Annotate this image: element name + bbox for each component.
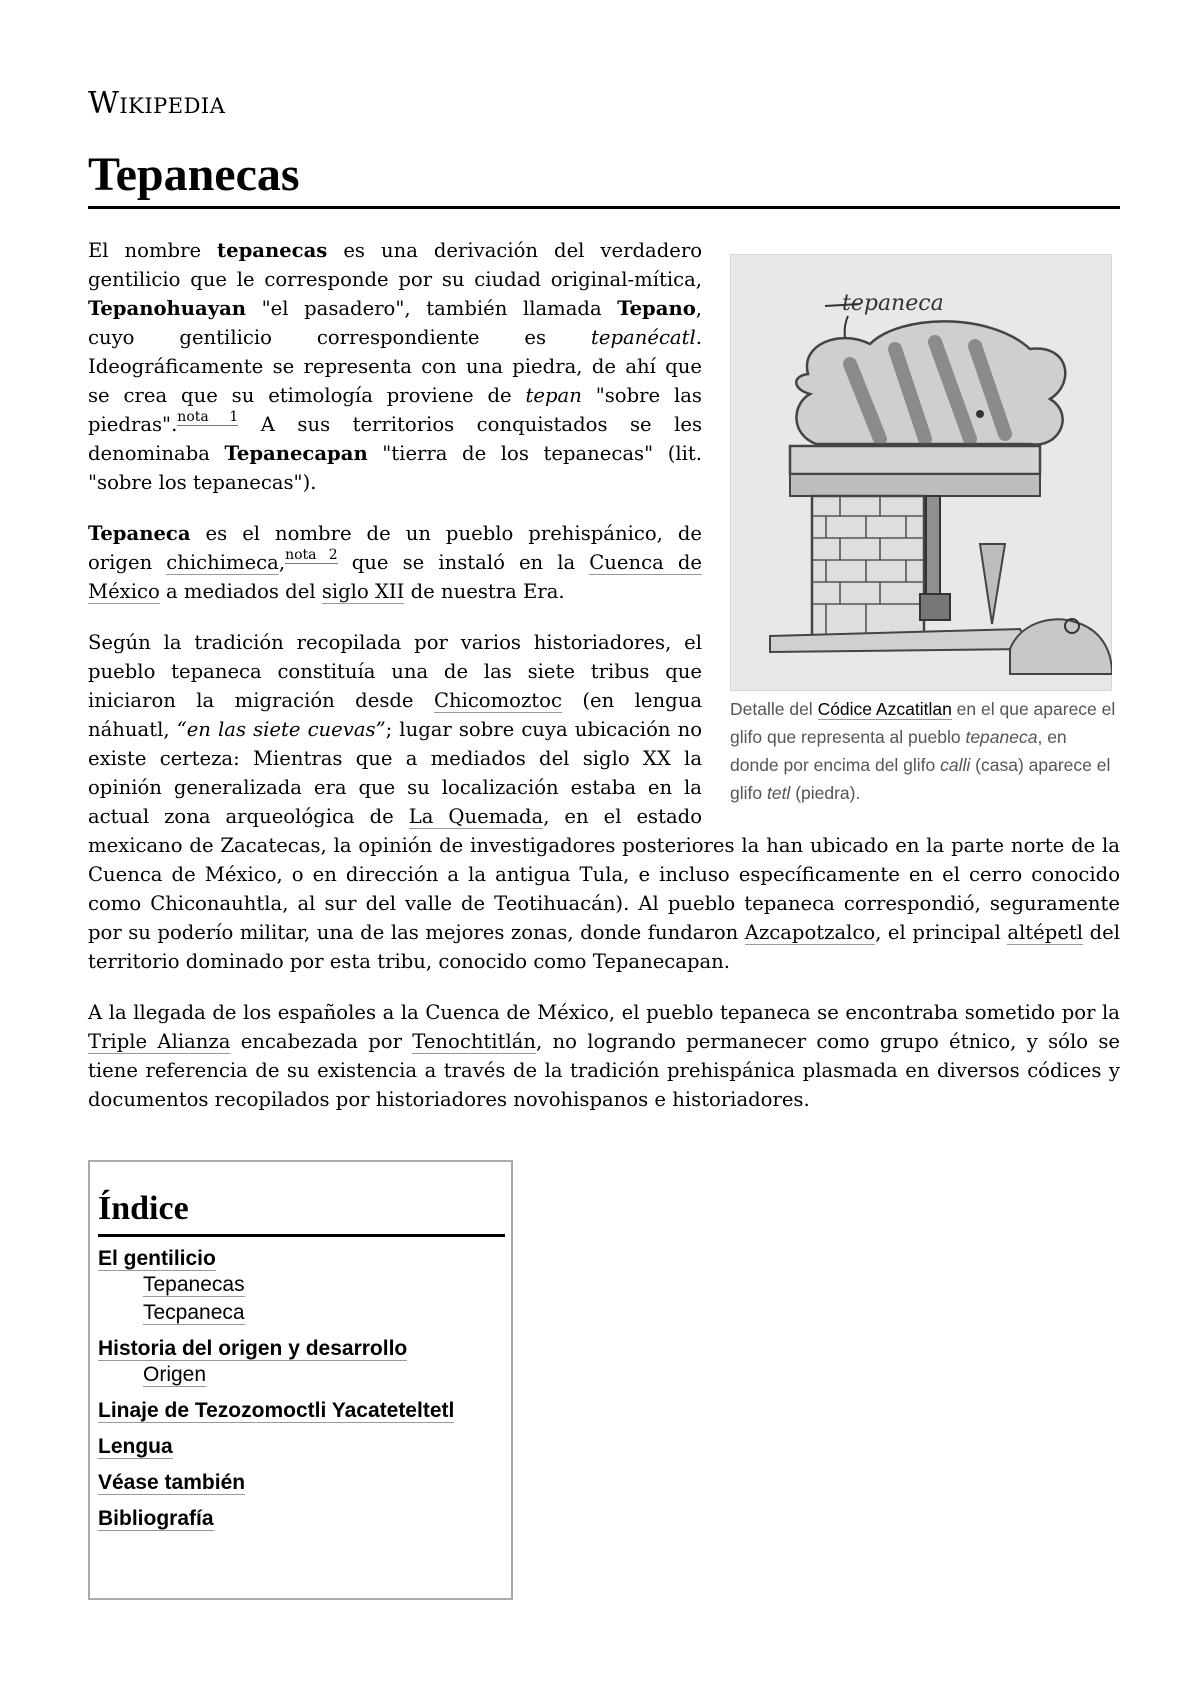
- caption-text: Detalle del: [730, 699, 818, 719]
- wikipedia-logo[interactable]: Wikipedia: [88, 86, 226, 121]
- link-chichimeca[interactable]: chichimeca: [166, 551, 279, 574]
- text: "el pasadero", también llamada: [246, 297, 618, 320]
- text: , cuyo gentilicio correspondiente es: [88, 297, 702, 349]
- table-of-contents: [88, 1160, 513, 1600]
- toc-title: Índice: [98, 1190, 505, 1237]
- text: ; lugar sobre cuya ubicación no existe certeza: Mientras que a mediados del siglo XX la opinión generalizada era que su localización estaba en la actual zona arqueológica de: [88, 718, 702, 828]
- bold-term: tepanecas: [217, 239, 328, 262]
- toc-link[interactable]: Tecpaneca: [143, 1301, 245, 1324]
- caption-text: (piedra).: [790, 783, 861, 803]
- text: El nombre: [88, 239, 218, 262]
- link-codice-azcatitlan[interactable]: Códice Azcatitlan: [817, 699, 952, 719]
- text: encabezada por: [230, 1030, 413, 1053]
- caption-text: en el que aparece el glifo que representa al pueblo: [730, 699, 1116, 747]
- toc-item-lengua: [98, 1435, 505, 1459]
- bold-term: Tepanohuayan: [88, 297, 247, 320]
- toc-item-vease-tambien: [98, 1471, 505, 1495]
- link-cuenca-de-mexico[interactable]: Cuenca de México: [88, 551, 702, 603]
- toc-item-bibliografia: [98, 1507, 505, 1531]
- text: Según la tradición recopilada por varios historiadores, el pueblo tepaneca constituía una de las siete tribus que iniciaron la migración desde: [88, 631, 702, 712]
- text: , el principal: [875, 921, 1008, 944]
- toc-item-tepanecas: [98, 1273, 505, 1297]
- toc-link[interactable]: Origen: [143, 1363, 207, 1386]
- text: , en el estado mexicano de Zacatecas, la opinión de investigadores posteriores la han ubicado en la parte norte de la Cuenca de México, o en dirección a la antigua Tula, e incluso específicamente en el cerro conocido como Chiconauhtla, al sur del valle de Teotihuacán). Al pueblo tepaneca correspondió, seguramente por su poderío militar, una de las mejores zonas, donde fundaron: [88, 805, 1120, 944]
- caption-italic: calli: [940, 755, 971, 775]
- italic-term: tepan: [525, 384, 582, 407]
- text: ,: [278, 551, 286, 574]
- text: que se instaló en la: [337, 551, 590, 574]
- toc-link[interactable]: Bibliografía: [98, 1507, 214, 1530]
- link-azcapotzalco[interactable]: Azcapotzalco: [744, 921, 876, 944]
- codex-glyph-image[interactable]: [730, 254, 1112, 691]
- toc-item-linaje: [98, 1399, 505, 1423]
- italic-term: tepanécatl: [591, 326, 696, 349]
- text: es una derivación del verdadero gentilicio que le corresponde por su ciudad original-mítica,: [88, 239, 702, 291]
- thumbnail-figure: [730, 254, 1120, 807]
- text: a mediados del: [159, 580, 322, 603]
- page-title: Tepanecas: [88, 148, 300, 201]
- link-la-quemada[interactable]: La Quemada: [408, 805, 544, 828]
- toc-link[interactable]: Historia del origen y desarrollo: [98, 1337, 408, 1360]
- toc-item-el-gentilicio: [98, 1247, 505, 1271]
- bold-term: Tepaneca: [88, 522, 191, 545]
- toc-link[interactable]: Linaje de Tezozomoctli Yacateteltetl: [98, 1399, 455, 1422]
- caption-italic: tepaneca: [965, 727, 1038, 747]
- bold-term: Tepanecapan: [224, 442, 368, 465]
- glyph-label: tepaneca: [842, 291, 944, 316]
- toc-link[interactable]: Lengua: [98, 1435, 173, 1458]
- caption-italic: tetl: [766, 783, 791, 803]
- link-tenochtitlan[interactable]: Tenochtitlán: [412, 1030, 537, 1053]
- article-body: [88, 236, 1120, 1136]
- text: del territorio dominado por esta tribu, conocido como Tepanecapan.: [88, 921, 1120, 973]
- toc-link[interactable]: Véase también: [98, 1471, 246, 1494]
- text: , no logrando permanecer como grupo étnico, y sólo se tiene referencia de su existencia a través de la tradición prehispánica plasmada en diversos códices y documentos recopilados por historiadores novohispanos e historiadores.: [88, 1030, 1120, 1111]
- toc-link[interactable]: El gentilicio: [98, 1247, 216, 1270]
- link-altepetl[interactable]: altépetl: [1007, 921, 1084, 944]
- toc-item-origen: [98, 1363, 505, 1387]
- bold-term: Tepano: [617, 297, 696, 320]
- toc-item-historia: [98, 1337, 505, 1361]
- link-siglo-xii[interactable]: siglo XII: [321, 580, 405, 603]
- toc-link[interactable]: Tepanecas: [143, 1273, 245, 1296]
- link-triple-alianza[interactable]: Triple Alianza: [88, 1030, 231, 1053]
- text: (en lengua náhuatl,: [88, 689, 702, 741]
- text: A sus territorios conquistados se les denominaba: [88, 413, 702, 465]
- text: . Ideográficamente se representa con una piedra, de ahí que se crea que su etimología proviene de: [88, 326, 702, 407]
- text: "sobre las piedras".: [88, 384, 702, 436]
- figure-caption: [730, 695, 1120, 807]
- caption-text: (casa) aparece el glifo: [730, 755, 1111, 803]
- footnote-link-1[interactable]: nota 1: [177, 409, 239, 425]
- text: "tierra de los tepanecas" (lit. "sobre los tepanecas").: [88, 442, 702, 494]
- link-chicomoztoc[interactable]: Chicomoztoc: [433, 689, 562, 712]
- caption-text: , en donde por encima del glifo: [730, 727, 1067, 775]
- italic-term: “en las siete cuevas”: [176, 718, 386, 741]
- toc-item-tecpaneca: [98, 1301, 505, 1325]
- title-divider: [88, 206, 1120, 209]
- text: es el nombre de un pueblo prehispánico, de origen: [88, 522, 702, 574]
- text: A la llegada de los españoles a la Cuenca de México, el pueblo tepaneca se encontraba sometido por la: [88, 1001, 1120, 1024]
- footnote-link-2[interactable]: nota 2: [285, 547, 338, 563]
- paragraph-4: [88, 998, 1120, 1114]
- text: de nuestra Era.: [404, 580, 565, 603]
- toc-list: [98, 1247, 505, 1531]
